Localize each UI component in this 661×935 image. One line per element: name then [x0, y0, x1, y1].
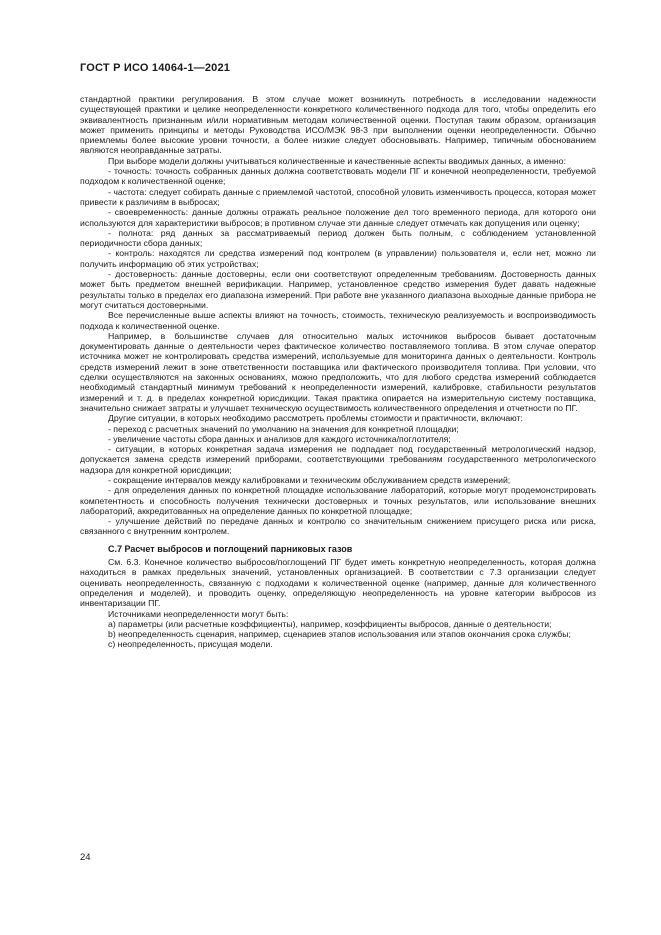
page-header-title: ГОСТ Р ИСО 14064-1—2021 [80, 62, 231, 74]
list-item: - сокращение интервалов между калибровками и техническим обслуживанием средств измерений; [108, 474, 511, 485]
paragraph: См. 6.3. Конечное количество выбросов/поглощений ПГ будет иметь конкретную неопределенность, которая должна находиться в рамках предельных значений, установленных организацией. В соответствии с 7.3 организации следует оценивать неопределенность, связанную с подходами к количественной оценке (например, данные для количественного определения и моделей), и проводить оценку, определяющую неопределенность на уровне категории выбросов из инвентаризации ПГ. [80, 557, 596, 609]
list-item: b) неопределенность сценария, например, сценариев этапов использования или этапов окончания срока службы; [108, 629, 571, 640]
page-number: 24 [80, 852, 91, 863]
list-item: - своевременность: данные должны отражать реальное положение дел того временного периода, для которого они используются для характеристики выбросов; в противном случае эти данные следует отмечать как допущения или оценку; [80, 207, 596, 228]
paragraph: Источниками неопределенности могут быть: [108, 608, 289, 619]
list-item: - полнота: ряд данных за рассматриваемый период должен быть полным, с соблюдением установленной периодичности сбора данных; [80, 227, 596, 249]
list-item: - улучшение действий по передаче данных и контролю со значительным снижением присущего риска или риска, связанного с внутренним контролем. [80, 516, 596, 537]
list-item: - частота: следует собирать данные с приемлемой частотой, способной уловить изменчивость процесса, которая может привести к различиям в выбросах; [80, 186, 596, 207]
list-item: - контроль: находятся ли средства измерений под контролем (в управлении) пользователя и, если нет, можно ли получить информацию об этих устройствах; [80, 248, 596, 269]
list-item: с) неопределенность, присущая модели. [108, 639, 273, 650]
section-heading: С.7 Расчет выбросов и поглощений парниковых газов [108, 543, 353, 554]
paragraph: Например, в большинстве случаев для относительно малых источников выбросов бывает достаточным документировать данные о деятельности через фактическое количество поставляемого топлива. В этом случае оператор источника может не контролировать средства измерений, используемые для мониторинга данных о деятельности. Контроль средств измерений лежит в зоне ответственности поставщика или фактического производителя топлива. При условии, что сделки осуществляются на законных основаниях, можно предположить, что для любого средства измерений соблюдается необходимый стандартный минимум требований к неопределенности измерений, калибровке, стабильности результатов измерений и т. д. в пределах конкретной юрисдикции. Такая практика опирается на измерительную систему поставщика, значительно снижает затраты и улучшает техническую осуществимость количественного определения и отчетности по ПГ. [80, 330, 596, 413]
paragraph: При выборе модели должны учитываться количественные и качественные аспекты вводимых данных, а именно: [108, 155, 566, 166]
paragraph: Все перечисленные выше аспекты влияют на точность, стоимость, техническую реализуемость и воспроизводимость подхода к количественной оценке. [80, 310, 596, 331]
list-item: - для определения данных по конкретной площадке использование лабораторий, которые могут продемонстрировать компетентность и способность получения технически достоверных и точных результатов, или использование внешних лабораторий, аккредитованных на определение данных по конкретной площадке; [80, 485, 596, 516]
paragraph: стандартной практики регулирования. В этом случае может возникнуть потребность в исследовании надежности существующей практики и целике неопределенности конкретного количественного подхода для того, чтобы определить его эквивалентность признанным и/или нормативным методам количественной оценки. Поступая таким образом, организация может применить принципы и методы Руководства ИСО/МЭК 98-3 при выполнении оценки неопределенности. Обычно приемлемы более высокие уровни точности, а более низкие следует обосновывать. Например, типичным обоснованием являются неоправданные затраты. [80, 94, 596, 156]
list-item: - точность: точность собранных данных должна соответствовать модели ПГ и конечной неопределенности, требуемой подходом к количественной оценке; [80, 166, 596, 187]
list-item: - переход с расчетных значений по умолчанию на значения для конкретной площадки; [108, 423, 459, 434]
list-item: - достоверность: данные достоверны, если они соответствуют определенным требованиям. Достоверность данных может быть предметом внешней верификации. Например, установленное средство измерения будет давать надежные результаты только в пределах его диапазона измерений. При работе вне указанного диапазона выходные данные прибора не могут считаться достоверными. [80, 269, 596, 310]
paragraph: Другие ситуации, в которых необходимо рассмотреть проблемы стоимости и практичности, включают: [108, 413, 523, 424]
list-item: а) параметры (или расчетные коэффициенты), например, коэффициенты выбросов, данные о деятельности; [108, 618, 552, 629]
list-item: - ситуации, в которых конкретная задача измерения не подпадает под государственный метрологический надзор, допускается замена средств измерений приборами, соответствующими требованиям государственного метрологического надзора для конкретной юрисдикции; [80, 444, 596, 475]
list-item: - увеличение частоты сбора данных и анализов для каждого источника/поглотителя; [108, 433, 451, 444]
document-body [80, 94, 596, 650]
